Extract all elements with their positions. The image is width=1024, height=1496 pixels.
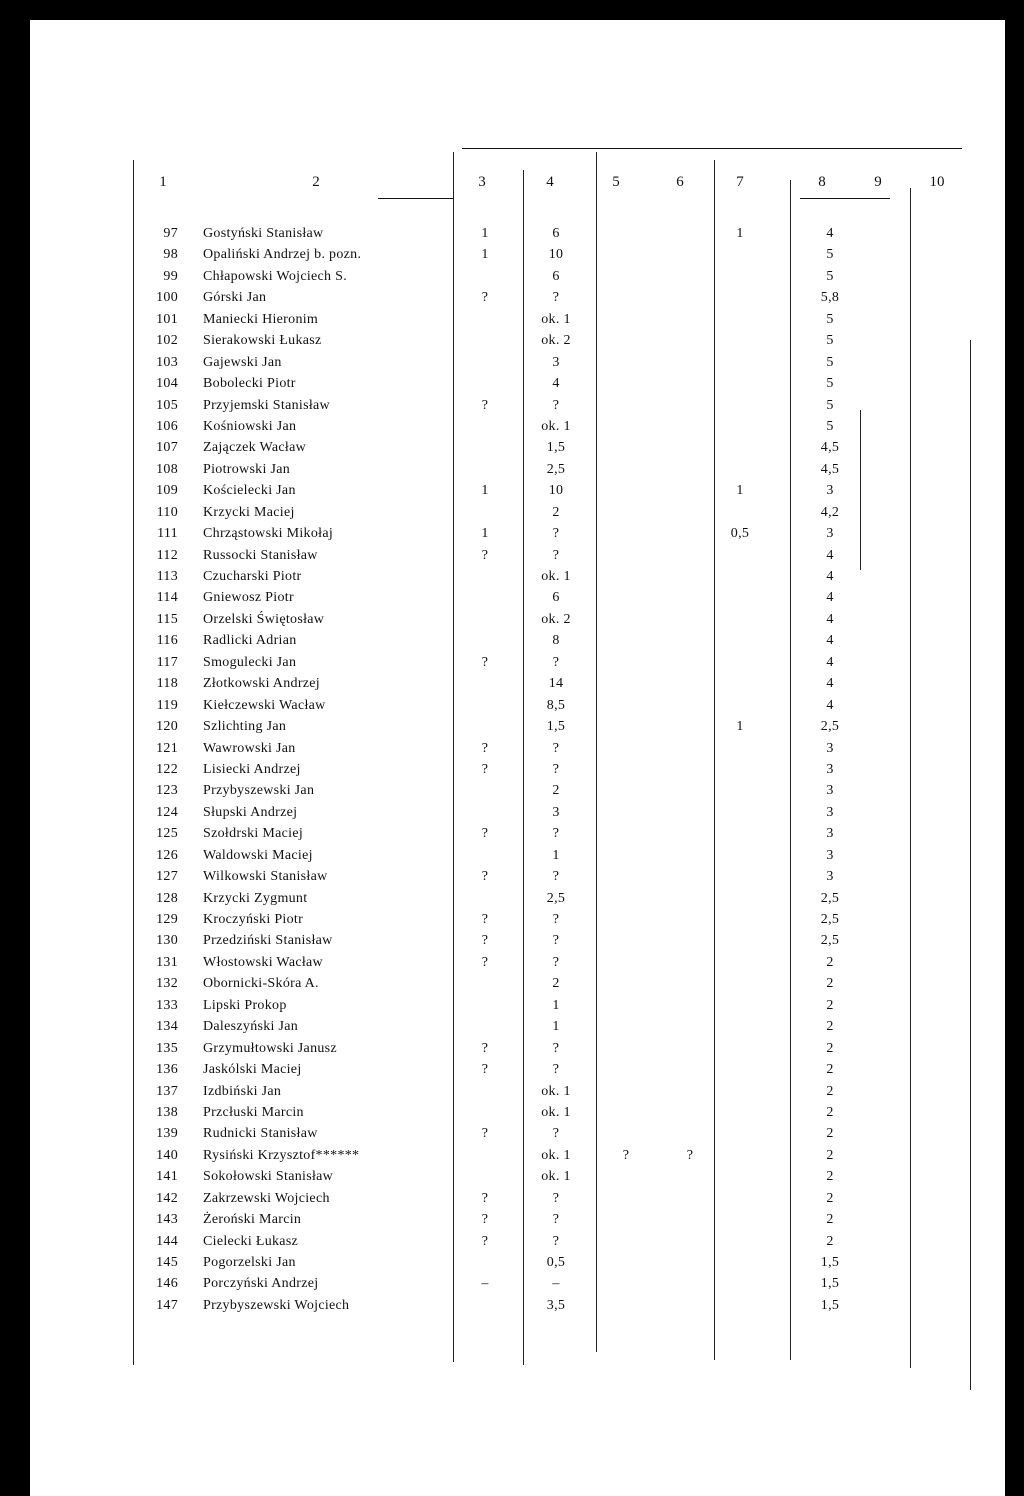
- row-col4: 2: [552, 783, 560, 799]
- table-row: [30, 759, 1005, 780]
- row-name: Wilkowski Stanisław: [203, 869, 328, 885]
- table-row: [30, 352, 1005, 373]
- row-name: Zakrzewski Wojciech: [203, 1190, 330, 1206]
- table-body: [30, 223, 1005, 1316]
- row-number: 146: [156, 1276, 178, 1292]
- row-col3: 1: [481, 526, 489, 542]
- row-col4: ?: [552, 869, 560, 885]
- row-col8: 5: [826, 376, 834, 392]
- row-number: 98: [163, 247, 178, 263]
- row-col8: 1,5: [820, 1297, 840, 1313]
- table-row: [30, 823, 1005, 844]
- row-col4: 1: [552, 997, 560, 1013]
- table-row: [30, 866, 1005, 887]
- row-col8: 3: [826, 826, 834, 842]
- row-col8: 2,5: [820, 933, 840, 949]
- row-name: Daleszyński Jan: [203, 1019, 299, 1035]
- row-col4: 2: [552, 976, 560, 992]
- table-row: [30, 1273, 1005, 1294]
- row-col3: ?: [481, 761, 489, 777]
- row-col6: ?: [686, 1147, 694, 1163]
- row-col8: 4,5: [820, 440, 840, 456]
- row-col8: 5: [826, 418, 834, 434]
- column-header-10: 10: [929, 174, 945, 190]
- row-name: Krzycki Maciej: [203, 504, 295, 520]
- row-col4: ?: [552, 826, 560, 842]
- row-name: Rudnicki Stanisław: [203, 1126, 318, 1142]
- row-col4: ?: [552, 290, 560, 306]
- row-number: 106: [156, 418, 178, 434]
- row-col4: ok. 1: [541, 311, 571, 327]
- row-number: 127: [156, 869, 178, 885]
- row-number: 108: [156, 461, 178, 477]
- row-number: 141: [156, 1169, 178, 1185]
- row-number: 103: [156, 354, 178, 370]
- row-col8: 2: [826, 1147, 834, 1163]
- row-col4: ?: [552, 954, 560, 970]
- row-name: Przyjemski Stanisław: [203, 397, 330, 413]
- row-col3: ?: [481, 1233, 489, 1249]
- column-header-2: 2: [312, 174, 320, 190]
- table-row: [30, 952, 1005, 973]
- row-col3: ?: [481, 933, 489, 949]
- row-name: Rysiński Krzysztof******: [203, 1147, 360, 1163]
- table-row: [30, 780, 1005, 801]
- row-name: Maniecki Hieronim: [203, 311, 319, 327]
- row-col4: 6: [552, 226, 560, 241]
- table-row: [30, 845, 1005, 866]
- row-col8: 2: [826, 1040, 834, 1056]
- row-col4: ?: [552, 1233, 560, 1249]
- column-header-7: 7: [736, 174, 744, 190]
- table-row: [30, 652, 1005, 673]
- row-number: 119: [156, 697, 178, 713]
- row-col4: ?: [552, 547, 560, 563]
- row-number: 122: [156, 761, 178, 777]
- row-number: 109: [156, 483, 178, 499]
- header-top-rule: [462, 148, 962, 149]
- row-col3: –: [481, 1276, 489, 1292]
- row-col4: ?: [552, 526, 560, 542]
- table-row: [30, 416, 1005, 437]
- row-col8: 2: [826, 997, 834, 1013]
- row-col3: 1: [481, 247, 489, 263]
- table-row: [30, 1016, 1005, 1037]
- row-number: 132: [156, 976, 178, 992]
- row-number: 121: [156, 740, 178, 756]
- table-row: [30, 373, 1005, 394]
- row-col8: 2: [826, 1212, 834, 1228]
- row-col8: 4: [826, 226, 834, 241]
- row-col4: ok. 2: [541, 333, 571, 349]
- row-col4: 1,5: [546, 440, 566, 456]
- row-name: Izdbiński Jan: [203, 1083, 282, 1099]
- row-name: Gostyński Stanisław: [203, 226, 324, 241]
- table-row: [30, 973, 1005, 994]
- row-name: Bobolecki Piotr: [203, 376, 296, 392]
- row-col8: 2: [826, 1062, 834, 1078]
- row-col4: 1: [552, 1019, 560, 1035]
- row-col4: ok. 1: [541, 1083, 571, 1099]
- row-col4: ok. 2: [541, 611, 571, 627]
- row-col8: 4,2: [820, 504, 840, 520]
- row-col8: 5: [826, 397, 834, 413]
- row-col3: 1: [481, 483, 489, 499]
- row-col4: ok. 1: [541, 418, 571, 434]
- row-col4: ?: [552, 912, 560, 927]
- row-col5: ?: [622, 1147, 630, 1163]
- row-name: Porczyński Andrzej: [203, 1276, 319, 1292]
- row-name: Gniewosz Piotr: [203, 590, 294, 606]
- table-row: [30, 1081, 1005, 1102]
- row-col8: 4: [826, 590, 834, 606]
- row-name: Górski Jan: [203, 290, 267, 306]
- row-col3: ?: [481, 547, 489, 563]
- table-row: [30, 523, 1005, 544]
- row-number: 133: [156, 997, 178, 1013]
- table-row: [30, 437, 1005, 458]
- row-col3: ?: [481, 1040, 489, 1056]
- row-col4: 3,5: [546, 1297, 566, 1313]
- row-col4: ?: [552, 740, 560, 756]
- table-row: [30, 566, 1005, 587]
- row-col8: 4: [826, 676, 834, 692]
- row-col3: ?: [481, 1212, 489, 1228]
- row-name: Lisiecki Andrzej: [203, 761, 301, 777]
- document-page: [30, 20, 1005, 1496]
- row-name: Waldowski Maciej: [203, 847, 313, 863]
- row-number: 144: [156, 1233, 178, 1249]
- row-name: Kościelecki Jan: [203, 483, 296, 499]
- row-number: 113: [156, 569, 178, 584]
- table-row: [30, 395, 1005, 416]
- row-number: 147: [156, 1297, 178, 1313]
- table-row: [30, 1166, 1005, 1187]
- row-col8: 5: [826, 247, 834, 263]
- row-col4: 6: [552, 268, 560, 284]
- row-col4: 6: [552, 590, 560, 606]
- row-number: 115: [156, 611, 178, 627]
- row-col4: 8: [552, 633, 560, 649]
- table-row: [30, 1295, 1005, 1316]
- table-row: [30, 930, 1005, 951]
- row-col4: 3: [552, 804, 560, 820]
- row-name: Szołdrski Maciej: [203, 826, 304, 842]
- column-header-3: 3: [478, 174, 486, 190]
- row-col4: 1: [552, 847, 560, 863]
- table-row: [30, 630, 1005, 651]
- row-number: 114: [156, 590, 178, 606]
- row-number: 143: [156, 1212, 178, 1228]
- table-row: [30, 1252, 1005, 1273]
- row-number: 112: [156, 547, 178, 563]
- row-col8: 3: [826, 526, 834, 542]
- table-row: [30, 330, 1005, 351]
- row-name: Opaliński Andrzej b. pozn.: [203, 247, 362, 263]
- row-col4: 10: [548, 483, 564, 499]
- row-name: Obornicki-Skóra A.: [203, 976, 319, 992]
- table-row: [30, 480, 1005, 501]
- row-col7: 1: [736, 483, 744, 499]
- row-name: Chrząstowski Mikołaj: [203, 526, 334, 542]
- row-col8: 5: [826, 354, 834, 370]
- row-col3: ?: [481, 1126, 489, 1142]
- row-number: 124: [156, 804, 178, 820]
- row-col8: 3: [826, 740, 834, 756]
- row-col4: ok. 1: [541, 1104, 571, 1120]
- row-col8: 3: [826, 869, 834, 885]
- column-header-8: 8: [818, 174, 826, 190]
- row-col3: ?: [481, 912, 489, 927]
- row-number: 125: [156, 826, 178, 842]
- row-col8: 3: [826, 761, 834, 777]
- row-name: Wawrowski Jan: [203, 740, 296, 756]
- row-number: 105: [156, 397, 178, 413]
- row-name: Lipski Prokop: [203, 997, 287, 1013]
- row-col4: 14: [548, 676, 564, 692]
- row-col8: 4: [826, 547, 834, 563]
- row-name: Kośniowski Jan: [203, 418, 297, 434]
- row-col8: 2: [826, 1083, 834, 1099]
- row-col4: 10: [548, 247, 564, 263]
- row-number: 101: [156, 311, 178, 327]
- row-col4: ?: [552, 1126, 560, 1142]
- column-header-row: [30, 174, 1005, 198]
- row-col8: 1,5: [820, 1255, 840, 1270]
- table-row: [30, 1188, 1005, 1209]
- row-name: Przcłuski Marcin: [203, 1104, 304, 1120]
- row-col8: 4: [826, 633, 834, 649]
- table-row: [30, 738, 1005, 759]
- row-number: 100: [156, 290, 178, 306]
- row-name: Smogulecki Jan: [203, 654, 297, 670]
- table-row: [30, 287, 1005, 308]
- row-col3: ?: [481, 826, 489, 842]
- row-col4: ?: [552, 1040, 560, 1056]
- row-name: Kroczyński Piotr: [203, 912, 304, 927]
- table-row: [30, 888, 1005, 909]
- column-header-1: 1: [159, 174, 167, 190]
- row-col4: ?: [552, 1212, 560, 1228]
- row-number: 110: [156, 504, 178, 520]
- row-number: 134: [156, 1019, 178, 1035]
- row-col8: 5: [826, 268, 834, 284]
- row-name: Przybyszewski Jan: [203, 783, 315, 799]
- row-col4: 2: [552, 504, 560, 520]
- row-number: 111: [157, 526, 178, 542]
- table-row: [30, 545, 1005, 566]
- row-number: 116: [156, 633, 178, 649]
- table-row: [30, 716, 1005, 737]
- row-col3: ?: [481, 869, 489, 885]
- table-row: [30, 995, 1005, 1016]
- row-col4: ok. 1: [541, 1147, 571, 1163]
- row-number: 117: [156, 654, 178, 670]
- table-row: [30, 609, 1005, 630]
- table-row: [30, 1102, 1005, 1123]
- row-col3: ?: [481, 1190, 489, 1206]
- row-name: Szlichting Jan: [203, 719, 287, 735]
- row-number: 128: [156, 890, 178, 906]
- row-name: Radlicki Adrian: [203, 633, 297, 649]
- row-col8: 1,5: [820, 1276, 840, 1292]
- header-bottom-rule-left: [378, 198, 453, 199]
- row-number: 102: [156, 333, 178, 349]
- row-col4: ?: [552, 397, 560, 413]
- row-col4: 3: [552, 354, 560, 370]
- row-number: 135: [156, 1040, 178, 1056]
- row-name: Chłapowski Wojciech S.: [203, 268, 348, 284]
- row-name: Złotkowski Andrzej: [203, 676, 320, 692]
- row-col8: 5: [826, 333, 834, 349]
- row-name: Orzelski Świętosław: [203, 611, 325, 627]
- row-col4: ?: [552, 933, 560, 949]
- row-name: Pogorzelski Jan: [203, 1255, 296, 1270]
- row-col4: 2,5: [546, 890, 566, 906]
- row-name: Sokołowski Stanisław: [203, 1169, 334, 1185]
- row-col8: 4: [826, 611, 834, 627]
- row-col8: 2: [826, 1104, 834, 1120]
- row-name: Krzycki Zygmunt: [203, 890, 308, 906]
- table-row: [30, 695, 1005, 716]
- header-bottom-rule-right: [800, 198, 890, 199]
- row-number: 137: [156, 1083, 178, 1099]
- row-col4: –: [552, 1276, 560, 1292]
- row-number: 136: [156, 1062, 178, 1078]
- column-header-5: 5: [612, 174, 620, 190]
- row-number: 139: [156, 1126, 178, 1142]
- row-col4: ?: [552, 1062, 560, 1078]
- row-col4: 8,5: [546, 697, 566, 713]
- row-col3: ?: [481, 954, 489, 970]
- row-col4: ok. 1: [541, 1169, 571, 1185]
- row-name: Sierakowski Łukasz: [203, 333, 322, 349]
- table-row: [30, 1145, 1005, 1166]
- row-col3: ?: [481, 654, 489, 670]
- row-col8: 3: [826, 783, 834, 799]
- row-col4: 0,5: [546, 1255, 566, 1270]
- row-name: Jaskólski Maciej: [203, 1062, 302, 1078]
- row-name: Zajączek Wacław: [203, 440, 306, 456]
- table-row: [30, 1038, 1005, 1059]
- row-col8: 2: [826, 1126, 834, 1142]
- row-col8: 2,5: [820, 719, 840, 735]
- row-number: 130: [156, 933, 178, 949]
- table-row: [30, 1123, 1005, 1144]
- row-col4: ?: [552, 1190, 560, 1206]
- row-number: 138: [156, 1104, 178, 1120]
- row-name: Russocki Stanisław: [203, 547, 318, 563]
- row-number: 126: [156, 847, 178, 863]
- row-name: Gajewski Jan: [203, 354, 282, 370]
- table-row: [30, 244, 1005, 265]
- row-col8: 2: [826, 1190, 834, 1206]
- row-col8: 3: [826, 804, 834, 820]
- row-col8: 2,5: [820, 912, 840, 927]
- row-col8: 4: [826, 654, 834, 670]
- column-header-6: 6: [676, 174, 684, 190]
- row-name: Piotrowski Jan: [203, 461, 291, 477]
- table-row: [30, 502, 1005, 523]
- row-name: Przybyszewski Wojciech: [203, 1297, 350, 1313]
- row-col7: 0,5: [730, 526, 750, 542]
- row-number: 140: [156, 1147, 178, 1163]
- table-row: [30, 802, 1005, 823]
- row-number: 129: [156, 912, 178, 927]
- row-number: 97: [163, 226, 178, 241]
- row-col8: 2: [826, 1233, 834, 1249]
- column-header-4: 4: [546, 174, 554, 190]
- row-number: 131: [156, 954, 178, 970]
- row-name: Przedziński Stanisław: [203, 933, 333, 949]
- table-row: [30, 1209, 1005, 1230]
- row-col8: 2,5: [820, 890, 840, 906]
- row-col3: ?: [481, 1062, 489, 1078]
- table-row: [30, 223, 1005, 244]
- row-col8: 2: [826, 1019, 834, 1035]
- table-row: [30, 673, 1005, 694]
- row-col8: 3: [826, 847, 834, 863]
- row-col8: 3: [826, 483, 834, 499]
- row-col8: 5: [826, 311, 834, 327]
- row-name: Grzymułtowski Janusz: [203, 1040, 337, 1056]
- table-row: [30, 1231, 1005, 1252]
- table-row: [30, 309, 1005, 330]
- row-col4: 4: [552, 376, 560, 392]
- row-number: 104: [156, 376, 178, 392]
- row-col8: 4: [826, 697, 834, 713]
- table-row: [30, 909, 1005, 930]
- row-col3: ?: [481, 290, 489, 306]
- row-name: Słupski Andrzej: [203, 804, 298, 820]
- table-row: [30, 459, 1005, 480]
- row-name: Kiełczewski Wacław: [203, 697, 326, 713]
- row-col4: 2,5: [546, 461, 566, 477]
- row-col8: 2: [826, 954, 834, 970]
- row-number: 145: [156, 1255, 178, 1270]
- row-col8: 2: [826, 1169, 834, 1185]
- row-col3: ?: [481, 740, 489, 756]
- row-col4: ?: [552, 761, 560, 777]
- row-number: 142: [156, 1190, 178, 1206]
- row-name: Żeroński Marcin: [203, 1212, 302, 1228]
- row-col3: ?: [481, 397, 489, 413]
- row-col4: ok. 1: [541, 569, 571, 584]
- row-col8: 4,5: [820, 461, 840, 477]
- table-row: [30, 587, 1005, 608]
- row-number: 99: [163, 268, 178, 284]
- row-col8: 5,8: [820, 290, 840, 306]
- row-col3: 1: [481, 226, 489, 241]
- row-col4: ?: [552, 654, 560, 670]
- row-col7: 1: [736, 719, 744, 735]
- row-number: 107: [156, 440, 178, 456]
- row-number: 118: [156, 676, 178, 692]
- row-name: Włostowski Wacław: [203, 954, 323, 970]
- row-number: 123: [156, 783, 178, 799]
- table-row: [30, 1059, 1005, 1080]
- row-col8: 2: [826, 976, 834, 992]
- row-number: 120: [156, 719, 178, 735]
- row-col8: 4: [826, 569, 834, 584]
- row-name: Cielecki Łukasz: [203, 1233, 299, 1249]
- row-name: Czucharski Piotr: [203, 569, 302, 584]
- column-header-9: 9: [874, 174, 882, 190]
- row-col7: 1: [736, 226, 744, 241]
- table-row: [30, 266, 1005, 287]
- row-col4: 1,5: [546, 719, 566, 735]
